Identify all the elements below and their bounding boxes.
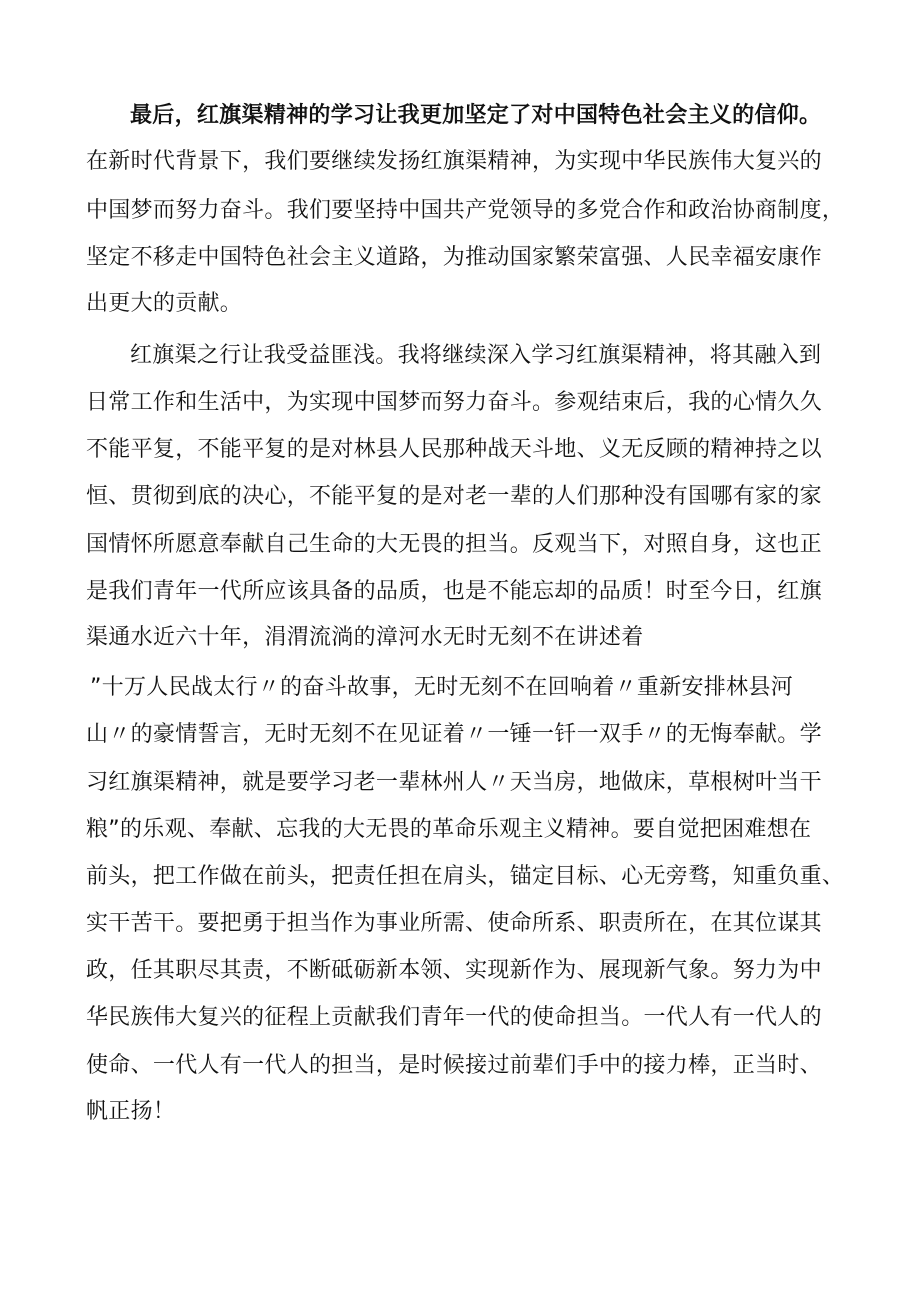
paragraph-2-line-14: 政，任其职尽其责，不断砥砺新本领、实现新作为、展现新气象。努力为中	[86, 958, 822, 983]
paragraph-2-line-13: 实干苦干。要把勇于担当作为事业所需、使命所系、职责所在，在其位谋其	[86, 911, 822, 936]
paragraph-2-line-2: 日常工作和生活中，为实现中国梦而努力奋斗。参观结束后，我的心情久久	[86, 390, 822, 415]
paragraph-1-line-5: 出更大的贡献。	[86, 291, 243, 316]
paragraph-1-line-2: 在新时代背景下，我们要继续发扬红旗渠精神，为实现中华民族伟大复兴的	[86, 149, 822, 174]
paragraph-1-line-4: 坚定不移走中国特色社会主义道路，为推动国家繁荣富强、人民幸福安康作	[86, 245, 822, 270]
paragraph-2-line-4: 恒、贯彻到底的决心，不能平复的是对老一辈的人们那种没有国哪有家的家	[86, 484, 822, 509]
paragraph-2-line-15: 华民族伟大复兴的征程上贡献我们青年一代的使命担当。一代人有一代人的	[86, 1005, 822, 1030]
paragraph-2-line-9: 山〃的豪情誓言，无时无刻不在见证着〃一锤一钎一双手〃的无悔奉献。学	[86, 722, 822, 747]
paragraph-2-line-11: 粮”的乐观、奉献、忘我的大无畏的革命乐观主义精神。要自觉把困难想在	[86, 817, 812, 842]
paragraph-2-line-16: 使命、一代人有一代人的担当，是时候接过前辈们手中的接力棒，正当时、	[86, 1053, 822, 1078]
paragraph-2-line-10: 习红旗渠精神，就是要学习老一辈林州人〃天当房，地做床，草根树叶当干	[86, 770, 822, 795]
paragraph-1-line-3: 中国梦而努力奋斗。我们要坚持中国共产党领导的多党合作和政治协商制度，	[86, 198, 845, 223]
paragraph-2-line-12: 前头，把工作做在前头，把责任担在肩头，锚定目标、心无旁骛，知重负重、	[86, 864, 845, 889]
paragraph-2-line-5: 国情怀所愿意奉献自己生命的大无畏的担当。反观当下，对照自身，这也正	[86, 532, 822, 557]
paragraph-2-line-3: 不能平复，不能平复的是对林县人民那种战天斗地、义无反顾的精神持之以	[86, 437, 822, 462]
paragraph-2-line-7: 渠通水近六十年，涓渭流淌的漳河水无时无刻不在讲述着	[86, 625, 644, 650]
paragraph-2-line-8: ”十万人民战太行〃的奋斗故事，无时无刻不在回响着〃重新安排林县河	[90, 675, 793, 700]
paragraph-2-line-6: 是我们青年一代所应该具备的品质，也是不能忘却的品质！时至今日，红旗	[86, 579, 822, 604]
paragraph-1-line-1: 最后，红旗渠精神的学习让我更加坚定了对中国特色社会主义的信仰。	[130, 103, 822, 128]
paragraph-2-line-1: 红旗渠之行让我受益匪浅。我将继续深入学习红旗渠精神，将其融入到	[130, 343, 822, 368]
paragraph-2-line-17: 帆正扬！	[86, 1099, 176, 1124]
